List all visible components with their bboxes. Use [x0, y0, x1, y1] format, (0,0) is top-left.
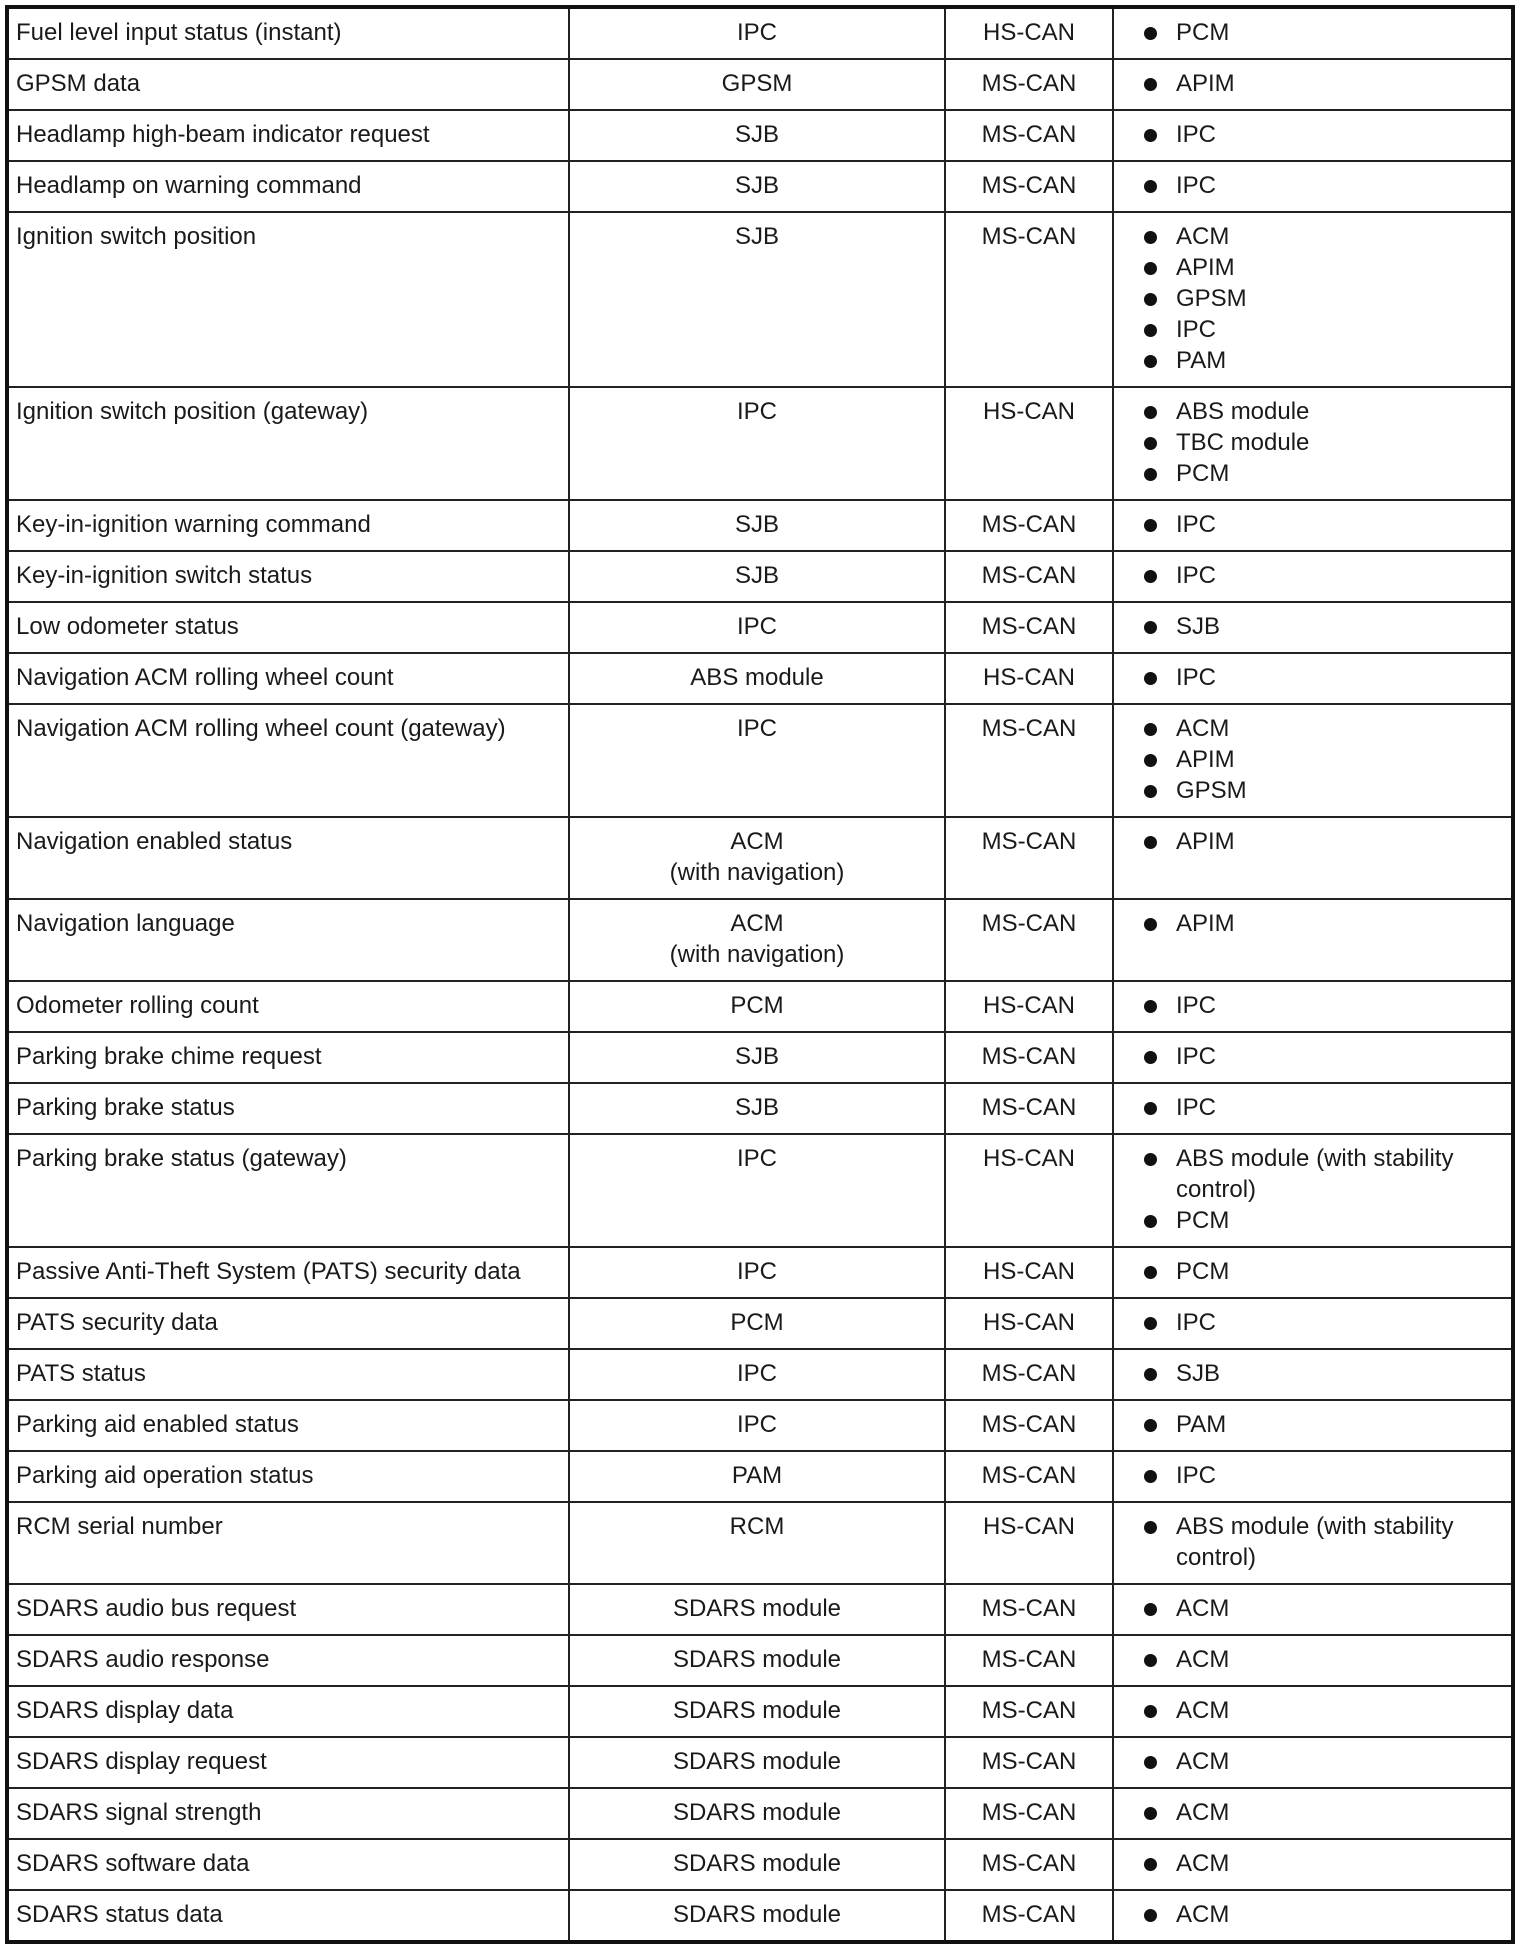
receivers-cell	[1113, 1584, 1513, 1635]
receiver-list	[1121, 1797, 1504, 1828]
receivers-cell	[1113, 1400, 1513, 1451]
network-message-table	[5, 5, 1515, 1944]
originator-module: PCM	[730, 992, 784, 1019]
network-cell: MS-CAN	[945, 1839, 1113, 1890]
receiver-list	[1121, 1644, 1504, 1675]
table-row	[7, 1083, 1513, 1134]
table-row	[7, 1298, 1513, 1349]
receiver-list	[1121, 1409, 1504, 1440]
originator-cell	[569, 1083, 945, 1134]
network-cell: MS-CAN	[945, 110, 1113, 161]
originator-cell	[569, 59, 945, 110]
message-cell: Navigation ACM rolling wheel count	[7, 653, 569, 704]
receiver-list	[1121, 1256, 1504, 1287]
originator-cell	[569, 1451, 945, 1502]
originator-module: ACM	[730, 910, 784, 937]
message-cell: Parking brake chime request	[7, 1032, 569, 1083]
network-cell: MS-CAN	[945, 1686, 1113, 1737]
message-cell: GPSM data	[7, 59, 569, 110]
receivers-cell	[1113, 1083, 1513, 1134]
receivers-cell	[1113, 1502, 1513, 1584]
originator-cell	[569, 817, 945, 899]
receivers-cell	[1113, 1298, 1513, 1349]
network-cell: HS-CAN	[945, 7, 1113, 59]
originator-module: PCM	[730, 1309, 784, 1336]
message-cell: SDARS display data	[7, 1686, 569, 1737]
receivers-cell	[1113, 1247, 1513, 1298]
receiver-item: APIM	[1144, 252, 1504, 283]
receiver-item: ACM	[1144, 1797, 1504, 1828]
originator-cell	[569, 1890, 945, 1942]
originator-module: IPC	[736, 1411, 777, 1438]
receiver-item: ACM	[1144, 1746, 1504, 1777]
message-cell: Navigation enabled status	[7, 817, 569, 899]
network-cell: MS-CAN	[945, 1400, 1113, 1451]
receiver-item: SJB	[1144, 611, 1504, 642]
originator-module: RCM	[729, 1513, 785, 1540]
originator-cell	[569, 1247, 945, 1298]
originator-module: SJB	[734, 562, 779, 589]
receiver-item: ACM	[1144, 1593, 1504, 1624]
network-cell: MS-CAN	[945, 899, 1113, 981]
receiver-item: IPC	[1144, 1307, 1504, 1338]
table-row	[7, 59, 1513, 110]
receiver-item: GPSM	[1144, 283, 1504, 314]
originator-module: SJB	[734, 121, 779, 148]
network-cell: MS-CAN	[945, 1635, 1113, 1686]
receiver-list	[1121, 826, 1504, 857]
originator-module: SJB	[734, 1043, 779, 1070]
receiver-list	[1121, 68, 1504, 99]
network-cell: MS-CAN	[945, 817, 1113, 899]
receiver-list	[1121, 611, 1504, 642]
table-row	[7, 1584, 1513, 1635]
receiver-item: PCM	[1144, 458, 1504, 489]
originator-cell	[569, 1788, 945, 1839]
receivers-cell	[1113, 1839, 1513, 1890]
receiver-item: APIM	[1144, 826, 1504, 857]
table-row	[7, 551, 1513, 602]
receiver-list	[1121, 1358, 1504, 1389]
network-cell: MS-CAN	[945, 500, 1113, 551]
network-cell: HS-CAN	[945, 1298, 1113, 1349]
receiver-list	[1121, 1143, 1504, 1236]
originator-cell	[569, 161, 945, 212]
originator-module: IPC	[736, 398, 777, 425]
originator-module: SDARS module	[672, 1697, 842, 1724]
originator-module: SDARS module	[672, 1595, 842, 1622]
message-cell: PATS status	[7, 1349, 569, 1400]
originator-cell	[569, 981, 945, 1032]
originator-cell	[569, 110, 945, 161]
receivers-cell	[1113, 110, 1513, 161]
receivers-cell	[1113, 1890, 1513, 1942]
receiver-item: IPC	[1144, 990, 1504, 1021]
message-cell: Fuel level input status (instant)	[7, 7, 569, 59]
network-cell: HS-CAN	[945, 653, 1113, 704]
message-cell: Parking brake status	[7, 1083, 569, 1134]
message-cell: RCM serial number	[7, 1502, 569, 1584]
message-cell: Parking aid enabled status	[7, 1400, 569, 1451]
originator-module: GPSM	[721, 70, 793, 97]
originator-cell	[569, 7, 945, 59]
table-body	[7, 7, 1513, 1942]
message-cell: Low odometer status	[7, 602, 569, 653]
receiver-item: ACM	[1144, 1644, 1504, 1675]
network-cell: MS-CAN	[945, 551, 1113, 602]
receivers-cell	[1113, 1032, 1513, 1083]
network-cell: HS-CAN	[945, 1134, 1113, 1247]
table-row	[7, 1134, 1513, 1247]
receiver-item: GPSM	[1144, 775, 1504, 806]
receiver-item: ACM	[1144, 1848, 1504, 1879]
originator-cell	[569, 1400, 945, 1451]
originator-module: SJB	[734, 1094, 779, 1121]
originator-note: (with navigation)	[669, 859, 845, 886]
receiver-item: ABS module	[1144, 396, 1504, 427]
originator-module: SDARS module	[672, 1748, 842, 1775]
receivers-cell	[1113, 212, 1513, 387]
originator-module: IPC	[736, 613, 777, 640]
network-cell: HS-CAN	[945, 387, 1113, 500]
originator-cell	[569, 653, 945, 704]
receivers-cell	[1113, 981, 1513, 1032]
document-page	[5, 5, 1515, 1944]
message-cell: Navigation language	[7, 899, 569, 981]
receiver-list	[1121, 1848, 1504, 1879]
network-cell: MS-CAN	[945, 602, 1113, 653]
receiver-list	[1121, 990, 1504, 1021]
originator-module: SJB	[734, 172, 779, 199]
originator-module: IPC	[736, 1258, 777, 1285]
table-row	[7, 899, 1513, 981]
table-row	[7, 1686, 1513, 1737]
message-cell: PATS security data	[7, 1298, 569, 1349]
message-cell: Ignition switch position (gateway)	[7, 387, 569, 500]
originator-cell	[569, 387, 945, 500]
receivers-cell	[1113, 1737, 1513, 1788]
receiver-item: IPC	[1144, 314, 1504, 345]
originator-cell	[569, 212, 945, 387]
receiver-list	[1121, 170, 1504, 201]
message-cell: SDARS audio response	[7, 1635, 569, 1686]
receiver-item: ABS module (with stability control)	[1144, 1143, 1504, 1205]
receiver-item: PCM	[1144, 17, 1504, 48]
originator-cell	[569, 1635, 945, 1686]
table-row	[7, 1890, 1513, 1942]
receiver-item: PAM	[1144, 1409, 1504, 1440]
receiver-item: APIM	[1144, 744, 1504, 775]
receivers-cell	[1113, 1788, 1513, 1839]
receiver-list	[1121, 713, 1504, 806]
originator-cell	[569, 1502, 945, 1584]
originator-cell	[569, 1134, 945, 1247]
table-row	[7, 387, 1513, 500]
receivers-cell	[1113, 704, 1513, 817]
network-cell: MS-CAN	[945, 1737, 1113, 1788]
message-cell: Navigation ACM rolling wheel count (gateway)	[7, 704, 569, 817]
receiver-list	[1121, 1307, 1504, 1338]
receiver-list	[1121, 560, 1504, 591]
table-row	[7, 1032, 1513, 1083]
receiver-item: APIM	[1144, 68, 1504, 99]
originator-cell	[569, 1737, 945, 1788]
originator-cell	[569, 1584, 945, 1635]
receivers-cell	[1113, 387, 1513, 500]
table-row	[7, 500, 1513, 551]
originator-cell	[569, 704, 945, 817]
message-cell: Headlamp high-beam indicator request	[7, 110, 569, 161]
table-row	[7, 1839, 1513, 1890]
table-row	[7, 1400, 1513, 1451]
receivers-cell	[1113, 602, 1513, 653]
table-row	[7, 1247, 1513, 1298]
receivers-cell	[1113, 899, 1513, 981]
receiver-item: TBC module	[1144, 427, 1504, 458]
table-row	[7, 1788, 1513, 1839]
receiver-item: PAM	[1144, 345, 1504, 376]
receiver-item: SJB	[1144, 1358, 1504, 1389]
network-cell: MS-CAN	[945, 1890, 1113, 1942]
message-cell: Key-in-ignition switch status	[7, 551, 569, 602]
table-row	[7, 817, 1513, 899]
originator-module: PAM	[731, 1462, 783, 1489]
receiver-list	[1121, 509, 1504, 540]
network-cell: MS-CAN	[945, 212, 1113, 387]
table-row	[7, 1737, 1513, 1788]
network-cell: MS-CAN	[945, 1788, 1113, 1839]
network-cell: MS-CAN	[945, 1584, 1113, 1635]
receiver-list	[1121, 17, 1504, 48]
table-row	[7, 1502, 1513, 1584]
receiver-item: IPC	[1144, 1092, 1504, 1123]
receiver-item: APIM	[1144, 908, 1504, 939]
originator-cell	[569, 1298, 945, 1349]
receiver-item: PCM	[1144, 1205, 1504, 1236]
receivers-cell	[1113, 1134, 1513, 1247]
receiver-list	[1121, 396, 1504, 489]
originator-note: (with navigation)	[669, 941, 845, 968]
originator-module: SJB	[734, 511, 779, 538]
receivers-cell	[1113, 7, 1513, 59]
receiver-item: PCM	[1144, 1256, 1504, 1287]
receiver-item: IPC	[1144, 170, 1504, 201]
receiver-item: ACM	[1144, 1899, 1504, 1930]
network-cell: MS-CAN	[945, 1451, 1113, 1502]
table-row	[7, 161, 1513, 212]
receiver-item: IPC	[1144, 509, 1504, 540]
originator-module: IPC	[736, 1360, 777, 1387]
message-cell: Parking aid operation status	[7, 1451, 569, 1502]
receivers-cell	[1113, 1451, 1513, 1502]
receiver-list	[1121, 1899, 1504, 1930]
network-cell: MS-CAN	[945, 1032, 1113, 1083]
originator-module: IPC	[736, 715, 777, 742]
receiver-item: IPC	[1144, 560, 1504, 591]
originator-cell	[569, 1349, 945, 1400]
receivers-cell	[1113, 1635, 1513, 1686]
receiver-item: IPC	[1144, 662, 1504, 693]
receivers-cell	[1113, 161, 1513, 212]
receiver-list	[1121, 1511, 1504, 1573]
originator-cell	[569, 1032, 945, 1083]
receiver-item: ACM	[1144, 221, 1504, 252]
originator-module: IPC	[736, 19, 777, 46]
originator-module: SDARS module	[672, 1850, 842, 1877]
table-row	[7, 7, 1513, 59]
network-cell: MS-CAN	[945, 161, 1113, 212]
receivers-cell	[1113, 1349, 1513, 1400]
message-cell: SDARS software data	[7, 1839, 569, 1890]
receiver-list	[1121, 1695, 1504, 1726]
network-cell: MS-CAN	[945, 1083, 1113, 1134]
originator-cell	[569, 899, 945, 981]
receiver-list	[1121, 1460, 1504, 1491]
message-cell: Key-in-ignition warning command	[7, 500, 569, 551]
receiver-list	[1121, 908, 1504, 939]
message-cell: Ignition switch position	[7, 212, 569, 387]
receivers-cell	[1113, 1686, 1513, 1737]
originator-cell	[569, 500, 945, 551]
message-cell: Headlamp on warning command	[7, 161, 569, 212]
originator-cell	[569, 1839, 945, 1890]
table-row	[7, 602, 1513, 653]
originator-module: ACM	[730, 828, 784, 855]
receiver-list	[1121, 662, 1504, 693]
table-row	[7, 1635, 1513, 1686]
receiver-list	[1121, 1041, 1504, 1072]
receivers-cell	[1113, 653, 1513, 704]
receiver-list	[1121, 1593, 1504, 1624]
receiver-list	[1121, 119, 1504, 150]
receiver-list	[1121, 221, 1504, 376]
message-cell: SDARS status data	[7, 1890, 569, 1942]
message-cell: Parking brake status (gateway)	[7, 1134, 569, 1247]
network-cell: HS-CAN	[945, 1502, 1113, 1584]
table-row	[7, 1349, 1513, 1400]
receiver-item: ABS module (with stability control)	[1144, 1511, 1504, 1573]
originator-cell	[569, 551, 945, 602]
receiver-item: IPC	[1144, 1041, 1504, 1072]
originator-cell	[569, 1686, 945, 1737]
network-cell: MS-CAN	[945, 704, 1113, 817]
table-row	[7, 704, 1513, 817]
receivers-cell	[1113, 500, 1513, 551]
table-row	[7, 1451, 1513, 1502]
message-cell: SDARS signal strength	[7, 1788, 569, 1839]
originator-cell	[569, 602, 945, 653]
table-row	[7, 212, 1513, 387]
receiver-item: ACM	[1144, 1695, 1504, 1726]
table-row	[7, 653, 1513, 704]
receiver-list	[1121, 1746, 1504, 1777]
message-cell: Odometer rolling count	[7, 981, 569, 1032]
receiver-item: ACM	[1144, 713, 1504, 744]
receiver-list	[1121, 1092, 1504, 1123]
originator-module: SDARS module	[672, 1901, 842, 1928]
receivers-cell	[1113, 551, 1513, 602]
originator-module: ABS module	[690, 664, 824, 691]
message-cell: SDARS display request	[7, 1737, 569, 1788]
originator-module: SDARS module	[672, 1646, 842, 1673]
network-cell: HS-CAN	[945, 1247, 1113, 1298]
receiver-item: IPC	[1144, 119, 1504, 150]
originator-module: IPC	[736, 1145, 777, 1172]
receivers-cell	[1113, 817, 1513, 899]
network-cell: HS-CAN	[945, 981, 1113, 1032]
message-cell: Passive Anti-Theft System (PATS) security data	[7, 1247, 569, 1298]
table-row	[7, 981, 1513, 1032]
originator-module: SJB	[734, 223, 779, 250]
network-cell: MS-CAN	[945, 1349, 1113, 1400]
originator-module: SDARS module	[672, 1799, 842, 1826]
network-cell: MS-CAN	[945, 59, 1113, 110]
table-row	[7, 110, 1513, 161]
receivers-cell	[1113, 59, 1513, 110]
message-cell: SDARS audio bus request	[7, 1584, 569, 1635]
receiver-item: IPC	[1144, 1460, 1504, 1491]
